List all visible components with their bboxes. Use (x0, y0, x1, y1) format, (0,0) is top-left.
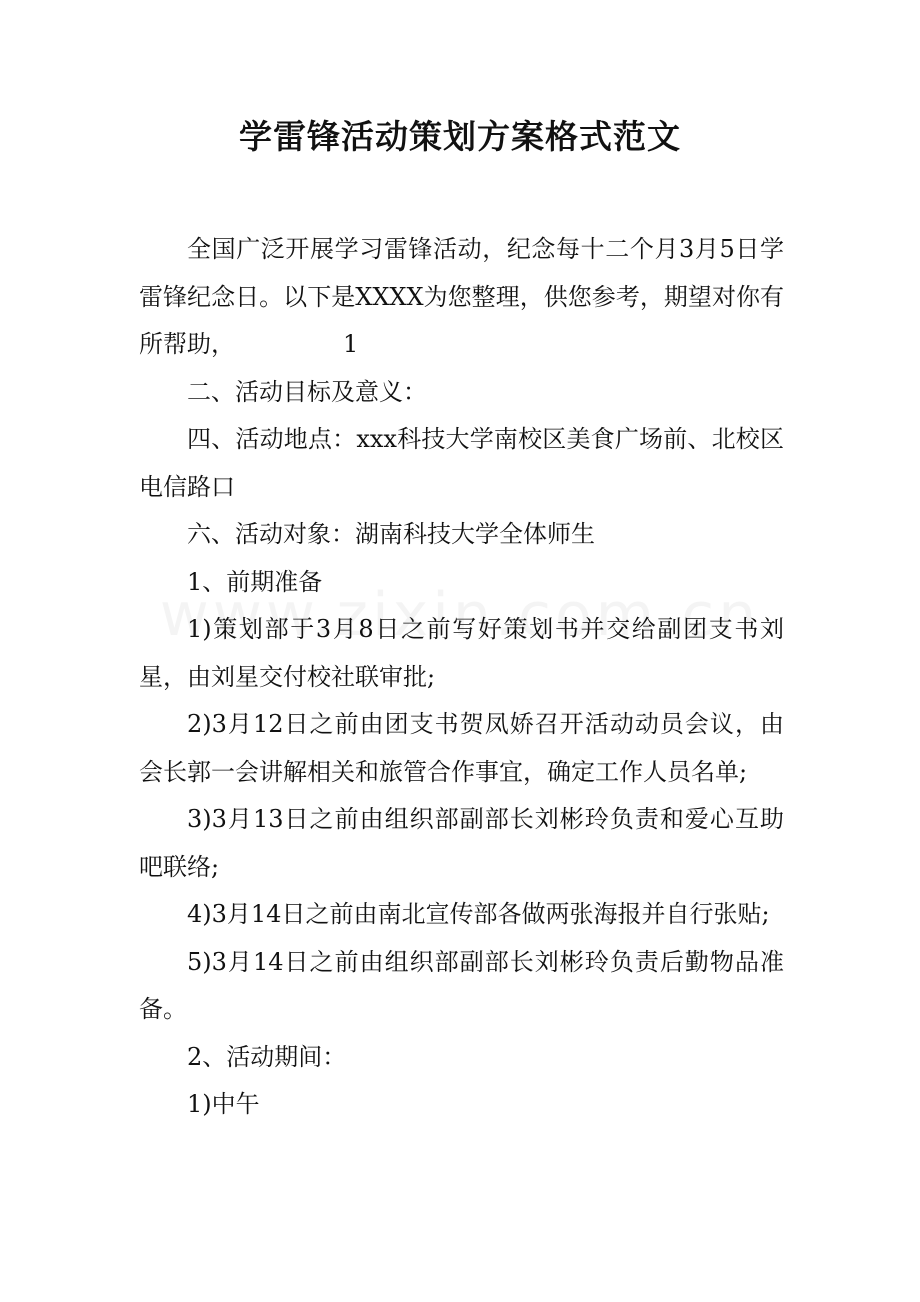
paragraph-prep-item-5: 5)3月14日之前由组织部副部长刘彬玲负责后勤物品准备。 (139, 947, 784, 1023)
document-title: 学雷锋活动策划方案格式范文 (239, 117, 681, 156)
paragraph-location: 四、活动地点：xxx科技大学南校区美食广场前、北校区电信路口 (139, 425, 784, 501)
paragraph-prep-item-1: 1)策划部于3月8日之前写好策划书并交给副团支书刘星，由刘星交付校社联审批; (139, 615, 784, 691)
document-body (139, 226, 784, 1129)
intro-text: 全国广泛开展学习雷锋活动，纪念每十二个月3月5日学雷锋纪念日。以下是XXXX为您整理，供您参考，期望对你有所帮助， (139, 235, 784, 358)
paragraph-prep-item-2: 2)3月12日之前由团支书贺凤娇召开活动动员会议，由会长郭一会讲解相关和旅管合作事宜，确定工作人员名单; (139, 710, 784, 786)
paragraph-audience: 六、活动对象：湖南科技大学全体师生 (187, 520, 595, 548)
paragraph-prep-item-4: 4)3月14日之前由南北宣传部各做两张海报并自行张贴; (187, 900, 770, 928)
paragraph-preparation-heading: 1、前期准备 (187, 567, 323, 596)
paragraph-goal: 二、活动目标及意义： (187, 377, 427, 406)
paragraph-period-item-1: 1)中午 (187, 1090, 260, 1118)
intro-number: 1 (343, 330, 359, 358)
intro-paragraph (139, 226, 784, 369)
paragraph-period-heading: 2、活动期间： (187, 1042, 347, 1071)
paragraph-prep-item-3: 3)3月13日之前由组织部副部长刘彬玲负责和爱心互助吧联络; (139, 805, 784, 881)
